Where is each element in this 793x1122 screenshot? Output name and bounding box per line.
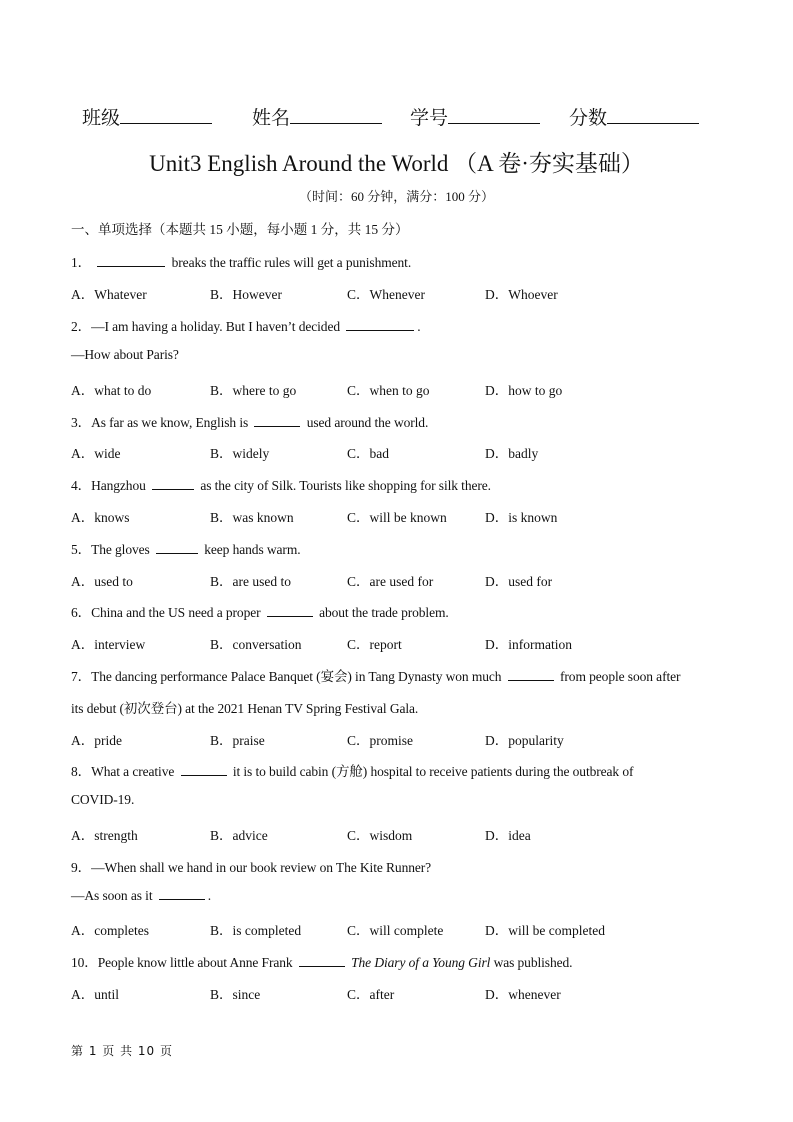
question-text: What a creative xyxy=(91,764,175,779)
option-b[interactable]: B．However xyxy=(210,287,282,302)
option-c[interactable]: C．report xyxy=(347,637,402,652)
question-text: Hangzhou xyxy=(91,478,146,493)
question-text-end: . xyxy=(207,888,212,903)
option-b[interactable]: B．praise xyxy=(210,733,265,748)
option-c[interactable]: C．after xyxy=(347,987,395,1002)
question-10 xyxy=(71,951,572,971)
option-c[interactable]: C．Whenever xyxy=(347,287,425,302)
student-id-blank[interactable] xyxy=(448,105,540,124)
question-7 xyxy=(71,665,680,685)
option-b[interactable]: B．widely xyxy=(210,446,270,461)
option-b[interactable]: B．since xyxy=(210,987,261,1002)
class-blank[interactable] xyxy=(120,105,212,124)
answer-blank[interactable] xyxy=(299,954,345,967)
question-7-line-2: its debut (初次登台) at the 2021 Henan TV Spring Festival Gala. xyxy=(71,701,419,716)
page-title: Unit3 English Around the World （A 卷·夯实基础） xyxy=(149,151,644,176)
page-number: 第 1 页 共 10 页 xyxy=(71,1044,173,1058)
option-d[interactable]: D．idea xyxy=(485,828,531,843)
option-a[interactable]: A．used to xyxy=(71,574,133,589)
question-number: 8． xyxy=(71,764,92,779)
option-c[interactable]: C．bad xyxy=(347,446,389,461)
option-b[interactable]: B．where to go xyxy=(210,383,297,398)
question-number: 6． xyxy=(71,605,92,620)
option-b[interactable]: B．are used to xyxy=(210,574,291,589)
section-heading: 一、单项选择（本题共 15 小题，每小题 1 分，共 15 分） xyxy=(71,222,409,237)
exam-time-info: （时间：60 分钟，满分：100 分） xyxy=(298,189,494,204)
option-a[interactable]: A．what to do xyxy=(71,383,152,398)
question-text: —I am having a holiday. But I haven’t decided xyxy=(91,319,340,334)
question-text-end: about the trade problem. xyxy=(319,605,449,620)
question-text-end: as the city of Silk. Tourists like shopping for silk there. xyxy=(200,478,491,493)
question-text-end: it is to build cabin (方舱) hospital to receive patients during the outbreak of xyxy=(232,764,634,779)
option-c[interactable]: C．will be known xyxy=(347,510,447,525)
question-2-line-2: —How about Paris? xyxy=(71,347,179,362)
question-text-end: was published. xyxy=(493,955,573,970)
option-d[interactable]: D．whenever xyxy=(485,987,561,1002)
score-blank[interactable] xyxy=(607,105,699,124)
option-a[interactable]: A．interview xyxy=(71,637,146,652)
question-number: 2． xyxy=(71,319,92,334)
question-5 xyxy=(71,538,301,558)
question-text: As far as we know, English is xyxy=(91,415,249,430)
option-d[interactable]: D．how to go xyxy=(485,383,563,398)
option-a[interactable]: A．pride xyxy=(71,733,122,748)
question-6 xyxy=(71,601,449,621)
question-text: The gloves xyxy=(91,542,150,557)
class-label: 班级 xyxy=(82,108,121,129)
option-a[interactable]: A．until xyxy=(71,987,120,1002)
answer-blank[interactable] xyxy=(346,318,414,331)
question-text: People know little about Anne Frank xyxy=(97,955,293,970)
option-a[interactable]: A．completes xyxy=(71,923,149,938)
option-b[interactable]: B．advice xyxy=(210,828,268,843)
option-d[interactable]: D．popularity xyxy=(485,733,564,748)
class-field[interactable] xyxy=(82,103,212,130)
question-text-end: from people soon after xyxy=(560,669,681,684)
student-id-field[interactable] xyxy=(410,103,540,130)
answer-blank[interactable] xyxy=(156,541,198,554)
question-number: 4． xyxy=(71,478,92,493)
option-d[interactable]: D．is known xyxy=(485,510,558,525)
question-text: China and the US need a proper xyxy=(91,605,261,620)
question-text-end: used around the world. xyxy=(306,415,429,430)
question-1 xyxy=(71,251,411,271)
question-text-end: . xyxy=(417,319,421,334)
question-3 xyxy=(71,411,428,431)
option-b[interactable]: B．was known xyxy=(210,510,294,525)
answer-blank[interactable] xyxy=(254,414,300,427)
option-c[interactable]: C．wisdom xyxy=(347,828,413,843)
option-d[interactable]: D．information xyxy=(485,637,572,652)
option-b[interactable]: B．conversation xyxy=(210,637,302,652)
question-text: breaks the traffic rules will get a punishment. xyxy=(171,255,412,270)
question-text: —When shall we hand in our book review on The Kite Runner? xyxy=(91,860,432,875)
option-a[interactable]: A．wide xyxy=(71,446,121,461)
name-blank[interactable] xyxy=(290,105,382,124)
option-a[interactable]: A．strength xyxy=(71,828,138,843)
option-c[interactable]: C．will complete xyxy=(347,923,444,938)
question-text: —As soon as it xyxy=(71,888,153,903)
book-title: The Diary of a Young Girl xyxy=(351,955,491,970)
score-label: 分数 xyxy=(569,108,608,129)
option-a[interactable]: A．knows xyxy=(71,510,130,525)
question-text: The dancing performance Palace Banquet (宴会) in Tang Dynasty won much xyxy=(91,669,502,684)
question-9-line-2 xyxy=(71,887,211,904)
answer-blank[interactable] xyxy=(97,254,165,267)
question-9 xyxy=(71,856,431,876)
question-8 xyxy=(71,760,633,780)
question-2 xyxy=(71,315,421,335)
answer-blank[interactable] xyxy=(159,887,205,900)
question-number: 7． xyxy=(71,669,92,684)
option-b[interactable]: B．is completed xyxy=(210,923,302,938)
option-a[interactable]: A．Whatever xyxy=(71,287,147,302)
answer-blank[interactable] xyxy=(181,763,227,776)
answer-blank[interactable] xyxy=(508,668,554,681)
question-number: 10． xyxy=(71,955,98,970)
question-8-line-2: COVID-19. xyxy=(71,792,135,807)
answer-blank[interactable] xyxy=(267,604,313,617)
option-d[interactable]: D．badly xyxy=(485,446,539,461)
question-number: 5． xyxy=(71,542,92,557)
answer-blank[interactable] xyxy=(152,477,194,490)
student-id-label: 学号 xyxy=(410,108,449,129)
question-text-end: keep hands warm. xyxy=(204,542,301,557)
question-4 xyxy=(71,474,491,494)
question-number: 9． xyxy=(71,860,92,875)
name-field[interactable] xyxy=(252,103,382,130)
option-c[interactable]: C．are used for xyxy=(347,574,434,589)
option-d[interactable]: D．Whoever xyxy=(485,287,558,302)
option-c[interactable]: C．when to go xyxy=(347,383,430,398)
option-d[interactable]: D．will be completed xyxy=(485,923,605,938)
question-number: 3． xyxy=(71,415,92,430)
option-d[interactable]: D．used for xyxy=(485,574,553,589)
score-field[interactable] xyxy=(569,103,699,130)
option-c[interactable]: C．promise xyxy=(347,733,413,748)
name-label: 姓名 xyxy=(252,108,291,129)
question-number: 1． xyxy=(71,255,92,270)
